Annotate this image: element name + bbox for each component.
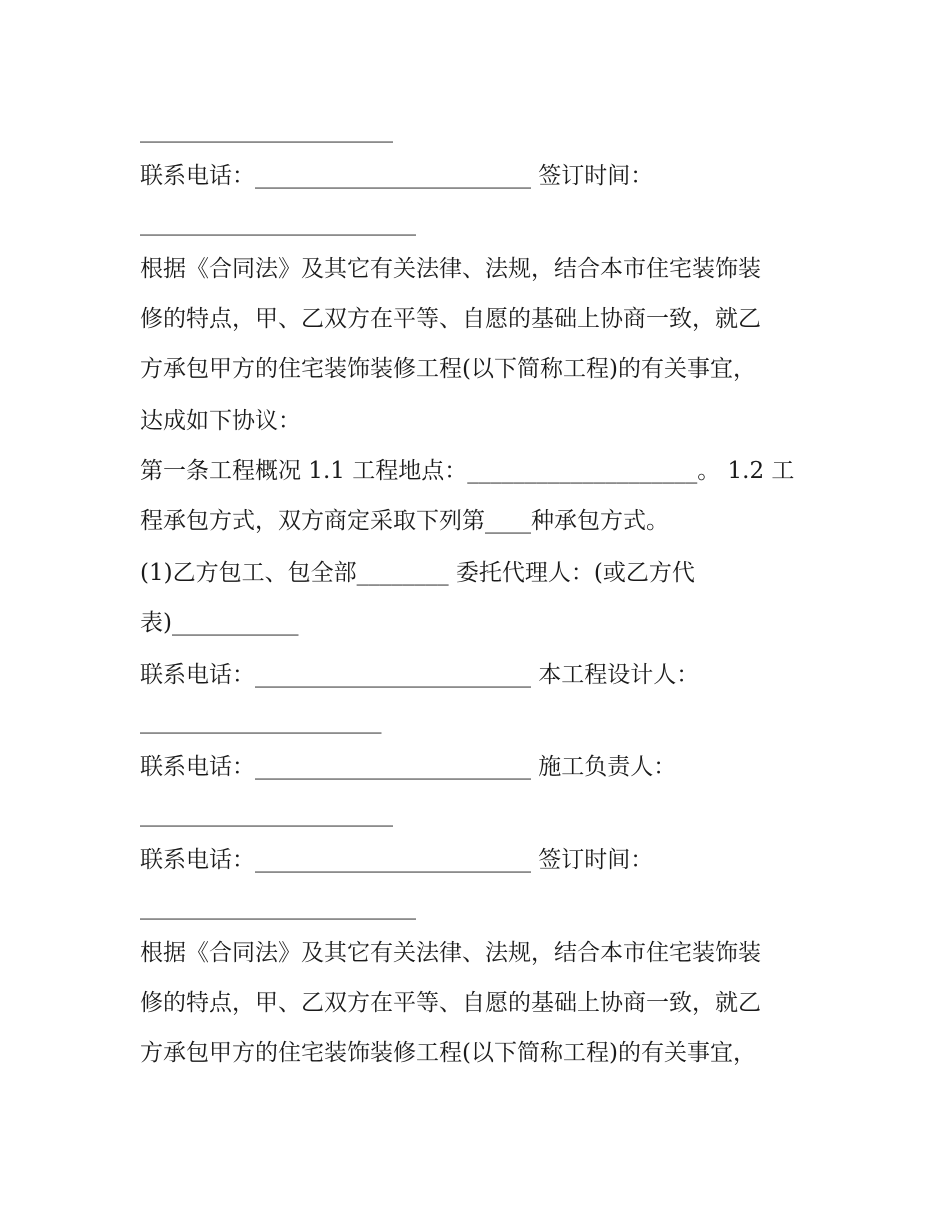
paragraph-line: 修的特点，甲、乙双方在平等、自愿的基础上协商一致，就乙 (140, 990, 761, 1016)
blank-line: ________________________ (140, 894, 416, 920)
contract-option-line: (1)乙方包工、包全部________ 委托代理人：(或乙方代 (140, 560, 695, 586)
contract-mode-line: 程承包方式，双方商定采取下列第____种承包方式。 (140, 508, 669, 534)
blank-line: ______________________ (140, 801, 393, 827)
contact-phone-designer-line: 联系电话：________________________ 本工程设计人： (140, 662, 700, 688)
paragraph-line: 根据《合同法》及其它有关法律、法规，结合本市住宅装饰装 (140, 256, 761, 282)
blank-line: ______________________ (140, 117, 393, 143)
article-one-line: 第一条工程概况 1.1 工程地点：____________________。 1.2 工 (140, 458, 795, 484)
paragraph-line: 修的特点，甲、乙双方在平等、自愿的基础上协商一致，就乙 (140, 306, 761, 332)
blank-line: ________________________ (140, 210, 416, 236)
contact-phone-signing-time-line: 联系电话：________________________ 签订时间： (140, 847, 654, 873)
paragraph-line: 方承包甲方的住宅装饰装修工程(以下简称工程)的有关事宜， (140, 1040, 756, 1066)
representative-line: 表)___________ (140, 610, 299, 636)
contact-phone-signing-time-line: 联系电话：________________________ 签订时间： (140, 163, 654, 189)
paragraph-line: 方承包甲方的住宅装饰装修工程(以下简称工程)的有关事宜， (140, 356, 756, 382)
blank-line: _____________________ (140, 708, 382, 734)
paragraph-line: 达成如下协议： (140, 408, 301, 434)
contact-phone-construction-lead-line: 联系电话：________________________ 施工负责人： (140, 754, 677, 780)
paragraph-line: 根据《合同法》及其它有关法律、法规，结合本市住宅装饰装 (140, 940, 761, 966)
